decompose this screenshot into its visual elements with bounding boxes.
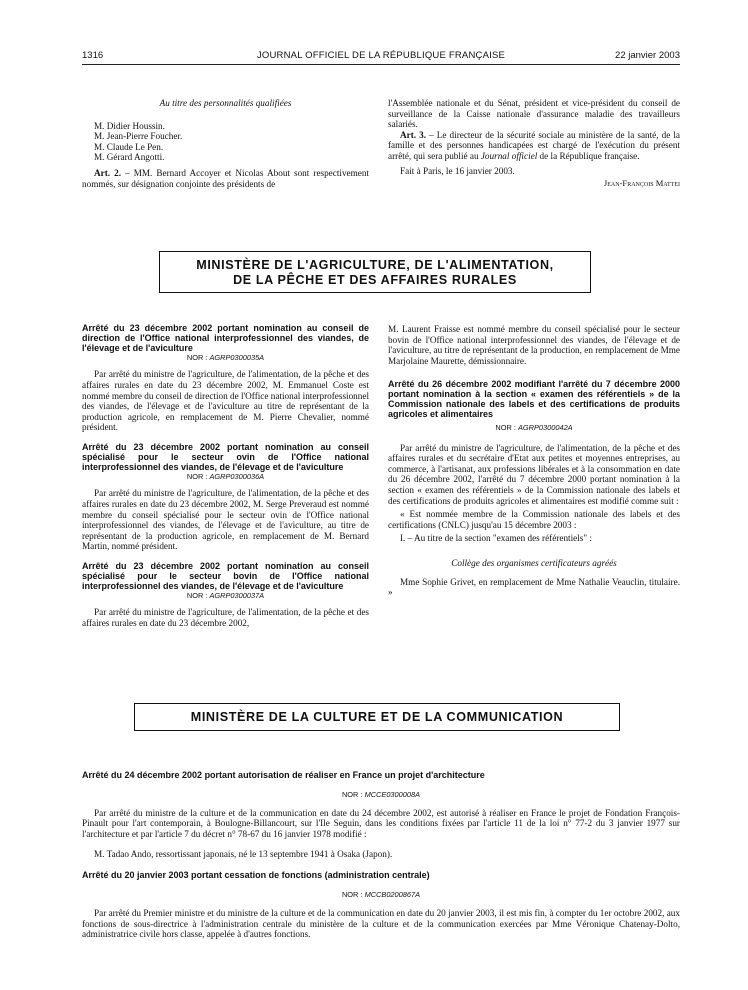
arrete-4-nor-label: NOR : [495, 422, 518, 432]
arrete-6-nor [82, 890, 680, 900]
arrete-6-nor-code: MCCB0200867A [364, 890, 421, 900]
fait-a-paris: Fait à Paris, le 16 janvier 2003. [400, 165, 515, 176]
arrete-4-nor-code: AGRP0300042A [517, 422, 573, 432]
arrete-6-title: Arrêté du 20 janvier 2003 portant cessation de fonctions (administration centrale) [82, 870, 430, 881]
article-3-label: Art. 3. [400, 129, 427, 140]
arrete-4-body: Par arrêté du ministre de l'agriculture, de l'alimentation, de la pêche et des affaires rurales et du secrétaire d'Etat aux petites et moyennes entreprises, au commerce, à l'artisanat, aux professions libérales et à la consommation en date du 26 décembre 2002, l'arrêté du 7 décembre 2000 portant nomination à la section « examen des référentiels » de la Commission nationale des labels et des certifications de produits agricoles et alimentaires est modifié comme suit : [388, 442, 680, 506]
agriculture-right-column [388, 324, 680, 598]
college-heading: Collège des organismes certificateurs agréés [451, 557, 617, 568]
arrete-5-nor [82, 790, 680, 800]
arrete-2-nor [82, 472, 369, 482]
article-2 [82, 168, 369, 189]
issue-date: 22 janvier 2003 [615, 50, 680, 61]
arrete-4-quote: « Est nommée membre de la Commission nationale des labels et des certifications (CNLC) jusqu'au 15 décembre 2003 : [388, 509, 680, 530]
member-name-3: M. Claude Le Pen. [94, 141, 164, 152]
arrete-6-nor-label: NOR : [341, 890, 365, 900]
arrete-5-nor-label: NOR : [341, 789, 365, 799]
article-3 [388, 130, 680, 162]
top-left-column [82, 98, 369, 189]
arrete-3-continuation: M. Laurent Fraisse est nommé membre du conseil spécialisé pour le secteur bovin de l'Office national interprofessionnel des viandes, de l'élevage et de l'aviculture, au titre de représentant de la production, en remplacement de Mme Marjolaine Maurette, démissionnaire. [388, 324, 680, 366]
arrete-6-body: Par arrêté du Premier ministre et du ministre de la culture et de la communication en date du 20 janvier 2003, il est mis fin, à compter du 1er octobre 2002, aux fonctions de sous-directrice à l'administration centrale du ministère de la culture et de la communication exercées par Mme Véronique Chatenay-Dolto, administratrice civile hors classe, appelée à d'autres fonctions. [82, 908, 680, 940]
arrete-4-nor [388, 423, 680, 433]
page-number: 1316 [82, 50, 104, 61]
arrete-5-title: Arrêté du 24 décembre 2002 portant autorisation de réaliser en France un projet d'architecture [82, 770, 485, 780]
culture-section [82, 762, 680, 949]
journal-title: JOURNAL OFFICIEL DE LA RÉPUBLIQUE FRANÇAISE [256, 50, 506, 61]
arrete-1-nor-label: NOR : [186, 353, 210, 363]
arrete-2-nor-code: AGRP0300036A [209, 472, 265, 482]
page-header [82, 50, 680, 64]
ministry-agriculture-heading [159, 251, 591, 293]
arrete-5-body: Par arrêté du ministre de la culture et de la communication en date du 24 décembre 2002, est autorisé à réaliser en France le projet de Fondation François-Pinault pour l'art contemporain, à Boulogne-Billancourt, sur l'Ile Seguin, dans les conditions fixées par l'article 11 de la loi n° 77-2 du 3 janvier 1977 sur l'architecture et par l'article 7 du décret n° 78-67 du 16 janvier 1978 modifié : [82, 807, 680, 839]
arrete-1-nor-code: AGRP0300035A [209, 353, 265, 363]
journal-officiel-italic: Journal officiel [480, 150, 538, 161]
ministry-agriculture-line-2: DE LA PÊCHE ET DES AFFAIRES RURALES [233, 272, 517, 287]
qualified-personalities-heading: Au titre des personnalités qualifiées [159, 98, 292, 108]
agriculture-left-column [82, 324, 369, 628]
arrete-5-person: M. Tadao Ando, ressortissant japonais, né le 13 septembre 1941 à Osaka (Japon). [94, 848, 393, 859]
arrete-2-nor-label: NOR : [186, 472, 210, 482]
ministry-agriculture-line-1: MINISTÈRE DE L'AGRICULTURE, DE L'ALIMENTATION, [196, 258, 554, 272]
arrete-1-nor [82, 353, 369, 363]
arrete-4-member: Mme Sophie Grivet, en remplacement de Mme Nathalie Veauclin, titulaire. » [388, 576, 680, 598]
arrete-3-body: Par arrêté du ministre de l'agriculture, de l'alimentation, de la pêche et des affaires rurales en date du 23 décembre 2002, [82, 607, 369, 628]
arrete-4-title: Arrêté du 26 décembre 2002 modifiant l'arrêté du 7 décembre 2000 portant nomination à la section « examen des référentiels » de la Commission nationale des labels et des certifications de produits agricoles et alimentaires [388, 379, 680, 419]
arrete-4-section: I. – Au titre de la section "examen des référentiels" : [400, 533, 592, 544]
continuation-paragraph: l'Assemblée nationale et du Sénat, président et vice-président du conseil de surveillance de la Caisse nationale d'assurance maladie des travailleurs salariés. [388, 98, 680, 130]
member-name-2: M. Jean-Pierre Foucher. [94, 131, 183, 142]
article-2-label: Art. 2. [94, 167, 122, 178]
arrete-1-body: Par arrêté du ministre de l'agriculture, de l'alimentation, de la pêche et des affaires rurales en date du 23 décembre 2002, M. Emmanuel Coste est nommé membre du conseil de direction de l'Office national interprofessionnel des viandes, de l'élevage et de l'aviculture au titre de représentant de la production agricole, en remplacement de M. Pierre Chevalier, nommé président. [82, 369, 369, 433]
arrete-3-nor-label: NOR : [186, 591, 210, 601]
arrete-2-title: Arrêté du 23 décembre 2002 portant nomination au conseil spécialisé pour le secteur ovin de l'Office national interprofessionnel des viandes, de l'élevage et de l'aviculture [82, 441, 369, 472]
article-3-text-a: – Le directeur de la sécurité sociale au ministère de la santé, de la famille et des personnes handicapées est chargé de l'exécution du présent arrêté, qui sera publié au [388, 129, 680, 161]
article-3-text-b: de la République française. [537, 150, 640, 161]
member-name-4: M. Gérard Angotti. [94, 152, 165, 163]
ministry-culture-heading [134, 703, 620, 731]
ministry-culture-line-1: MINISTÈRE DE LA CULTURE ET DE LA COMMUNICATION [190, 710, 564, 724]
article-2-text: – MM. Bernard Accoyer et Nicolas About sont respectivement nommés, sur désignation conjointe des présidents de [82, 167, 369, 189]
signature: Jean-François Mattei [603, 178, 680, 189]
arrete-5-nor-code: MCCE0300008A [364, 789, 421, 799]
member-name-1: M. Didier Houssin. [94, 120, 165, 131]
arrete-3-nor-code: AGRP0300037A [209, 591, 265, 601]
arrete-3-title: Arrêté du 23 décembre 2002 portant nomination au conseil spécialisé pour le secteur bovin de l'Office national interprofessionnel des viandes, de l'élevage et de l'aviculture [82, 560, 369, 591]
arrete-1-title: Arrêté du 23 décembre 2002 portant nomination au conseil de direction de l'Office national interprofessionnel des viandes, de l'élevage et de l'aviculture [82, 323, 369, 353]
header-rule [82, 64, 680, 65]
top-right-column [388, 98, 680, 189]
arrete-3-nor [82, 591, 369, 601]
arrete-2-body: Par arrêté du ministre de l'agriculture, de l'alimentation, de la pêche et des affaires rurales en date du 23 décembre 2002, M. Serge Preveraud est nommé membre du conseil spécialisé pour le secteur ovin de l'Office national interprofessionnel des viandes, de l'élevage et de l'aviculture, au titre de représentant de la production agricole, en remplacement de M. Bernard Martin, nommé président. [82, 488, 369, 552]
